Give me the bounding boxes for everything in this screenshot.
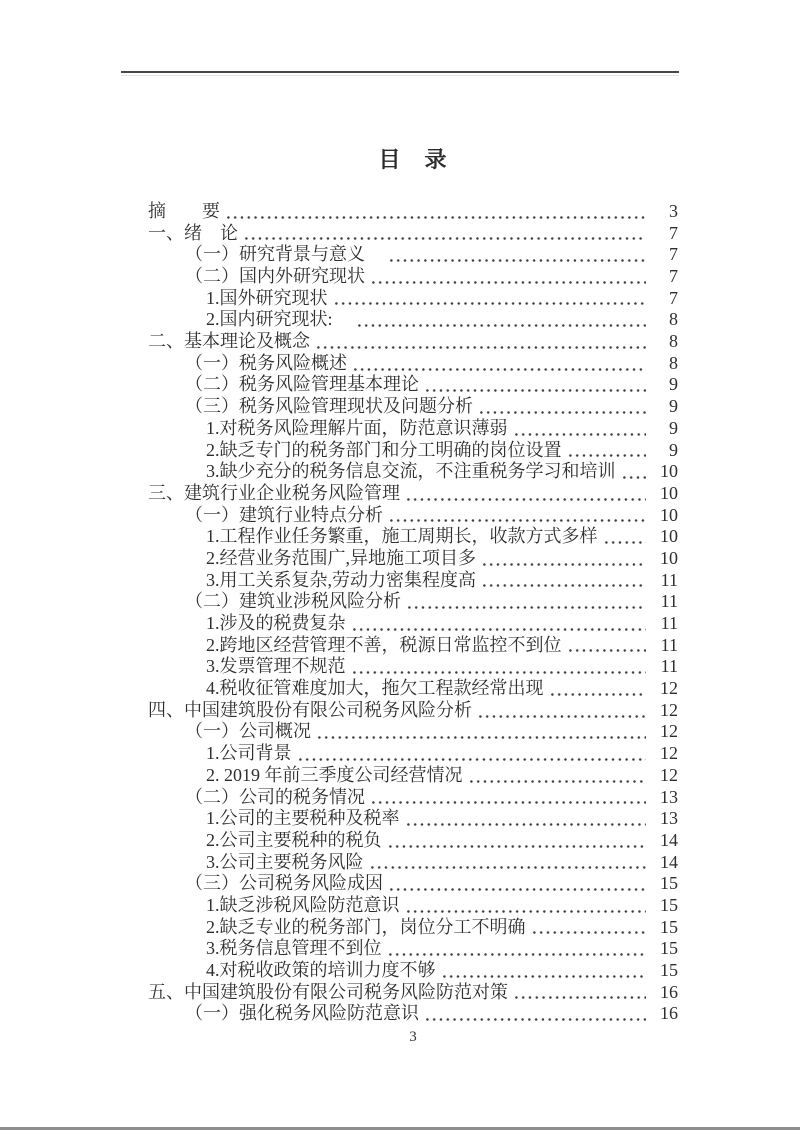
toc-entry-page: 14 [660,851,678,872]
dot-leader [483,584,646,587]
toc-list [148,201,678,1025]
toc-entry-page: 10 [660,504,678,525]
toc-entry-page: 10 [660,526,678,547]
dot-leader [407,498,646,501]
toc-entry-page: 12 [660,699,678,720]
toc-entry-page: 15 [660,873,678,894]
toc-entry-label: （二）国内外研究现状 [185,266,365,287]
toc-entry-label: （一）建筑行业特点分析 [185,504,383,525]
toc-entry [148,830,678,852]
toc-entry-page: 11 [660,569,678,590]
dot-leader [515,996,646,999]
toc-entry-page: 13 [660,808,678,829]
dot-leader [358,324,646,327]
toc-entry [148,244,678,266]
toc-entry [148,461,678,483]
dot-leader [227,216,646,219]
toc-entry [148,591,678,613]
toc-entry [148,938,678,960]
toc-entry-page: 9 [669,374,678,395]
footer-page-number: 3 [409,1029,417,1045]
dot-leader [353,671,647,674]
toc-entry-label: 1.对税务风险理解片面，防范意识薄弱 [206,417,508,438]
toc-entry [148,440,678,462]
dot-leader [623,476,647,479]
toc-entry-label: 1.公司背景 [206,743,292,764]
toc-entry [148,570,678,592]
toc-entry-page: 14 [660,829,678,850]
toc-entry-page: 7 [669,266,678,287]
toc-entry [148,873,678,895]
toc-entry-label: 3.用工关系复杂,劳动力密集程度高 [206,569,476,590]
dot-leader [470,780,647,783]
toc-entry-label: （二）税务风险管理基本理论 [185,374,419,395]
toc-entry-label: （二）公司的税务情况 [185,786,365,807]
dot-leader [483,563,646,566]
toc-entry [148,613,678,635]
dot-leader [389,953,647,956]
toc-entry [148,223,678,245]
dot-leader [443,975,647,978]
toc-entry-label: （三）公司税务风险成因 [185,873,383,894]
toc-entry [148,722,678,744]
dot-leader [408,606,646,609]
dot-leader [335,302,647,305]
toc-entry-label: 3.发票管理不规范 [206,656,346,677]
dot-leader [515,433,647,436]
dot-leader [407,823,647,826]
toc-entry-label: 1.公司的主要税种及税率 [206,808,400,829]
toc-entry-page: 15 [660,894,678,915]
toc-entry [148,353,678,375]
toc-entry-label: 2.国内研究现状: [206,309,351,330]
dot-leader [245,237,646,240]
toc-entry [148,656,678,678]
toc-entry [148,201,678,223]
toc-entry-label: 3.税务信息管理不到位 [206,938,382,959]
toc-entry-page: 12 [660,678,678,699]
toc-entry-page: 10 [660,482,678,503]
toc-entry-page: 16 [660,981,678,1002]
toc-entry-label: 4.对税收政策的培训力度不够 [206,960,436,981]
toc-entry-page: 9 [669,417,678,438]
toc-entry-page: 12 [660,764,678,785]
toc-entry-page: 8 [669,331,678,352]
toc-entry-page: 11 [660,656,678,677]
toc-entry-label: （一）公司概况 [185,721,311,742]
toc-entry [148,765,678,787]
toc-entry [148,396,678,418]
toc-entry-label: 3.公司主要税务风险 [206,851,364,872]
toc-entry [148,700,678,722]
dot-leader [317,346,646,349]
toc-entry-label: 2.公司主要税种的税负 [206,829,382,850]
toc-entry-label: 三、建筑行业企业税务风险管理 [148,482,400,503]
dot-leader [299,758,647,761]
toc-entry-page: 7 [669,287,678,308]
dot-leader [390,888,646,891]
toc-entry-page: 16 [660,1003,678,1024]
dot-leader [569,454,647,457]
toc-entry-page: 3 [669,200,678,221]
dot-leader [426,1018,646,1021]
toc-entry-label: 2.经营业务范围广,异地施工项目多 [206,547,476,568]
toc-entry-label: （二）建筑业涉税风险分析 [185,591,401,612]
toc-entry [148,309,678,331]
toc-entry-label: （三）税务风险管理现状及问题分析 [185,396,473,417]
toc-entry [148,266,678,288]
dot-leader [371,866,647,869]
dot-leader [318,736,646,739]
toc-entry-page: 9 [669,396,678,417]
dot-leader [372,281,646,284]
toc-entry [148,787,678,809]
toc-entry [148,548,678,570]
toc-entry-page: 11 [660,634,678,655]
dot-leader [407,910,647,913]
toc-entry [148,288,678,310]
toc-entry-label: 二、基本理论及概念 [148,331,310,352]
toc-entry-page: 11 [660,613,678,634]
dot-leader [372,801,646,804]
dot-leader [533,931,647,934]
toc-entry-page: 12 [660,743,678,764]
toc-entry-page: 15 [660,960,678,981]
toc-entry-page: 8 [669,352,678,373]
toc-entry-page: 7 [669,222,678,243]
toc-entry-label: 1.涉及的税费复杂 [206,613,346,634]
toc-entry-label: 五、中国建筑股份有限公司税务风险防范对策 [148,981,508,1002]
dot-leader [354,368,646,371]
toc-entry [148,505,678,527]
dot-leader [479,715,646,718]
dot-leader [426,389,646,392]
toc-entry-page: 11 [660,591,678,612]
dot-leader [353,628,647,631]
toc-entry [148,743,678,765]
header-rule-ghost [121,75,679,76]
toc-entry-label: 2. 2019 年前三季度公司经营情况 [206,764,463,785]
toc-entry [148,331,678,353]
toc-entry [148,1003,678,1025]
toc-entry-page: 10 [660,461,678,482]
toc-entry [148,808,678,830]
toc-title: 目 录 [378,147,448,172]
toc-entry-label: 摘 要 [148,200,220,221]
toc-entry-page: 7 [669,244,678,265]
toc-entry [148,895,678,917]
toc-entry-page: 10 [660,547,678,568]
toc-entry-label: （一）强化税务风险防范意识 [185,1003,419,1024]
toc-entry-page: 9 [669,439,678,460]
dot-leader [390,519,646,522]
toc-entry-label: 3.缺少充分的税务信息交流，不注重税务学习和培训 [206,461,616,482]
toc-entry [148,418,678,440]
dot-leader [389,845,647,848]
toc-entry [148,526,678,548]
dot-leader [551,693,647,696]
toc-entry [148,917,678,939]
toc-entry-label: 2.缺乏专门的税务部门和分工明确的岗位设置 [206,439,562,460]
toc-entry-label: 1.工程作业任务繁重，施工周期长，收款方式多样 [206,526,598,547]
dot-leader [605,541,647,544]
toc-entry-label: 2.跨地区经营管理不善，税源日常监控不到位 [206,634,562,655]
dot-leader [480,411,646,414]
toc-entry [148,635,678,657]
toc-entry-label: （一）研究背景与意义 [185,244,383,265]
toc-entry [148,483,678,505]
toc-entry-label: 一、绪 论 [148,222,238,243]
toc-entry-label: 四、中国建筑股份有限公司税务风险分析 [148,699,472,720]
toc-entry-page: 13 [660,786,678,807]
toc-entry-page: 12 [660,721,678,742]
toc-entry-page: 15 [660,916,678,937]
toc-entry-label: 2.缺乏专业的税务部门，岗位分工不明确 [206,916,526,937]
toc-entry-label: 4.税收征管难度加大，拖欠工程款经常出现 [206,678,544,699]
toc-entry [148,960,678,982]
toc-entry-label: 1.缺乏涉税风险防范意识 [206,894,400,915]
toc-entry [148,375,678,397]
header-rule [121,71,679,73]
dot-leader [569,649,647,652]
toc-entry [148,678,678,700]
dot-leader [390,259,646,262]
toc-entry-page: 8 [669,309,678,330]
toc-entry-page: 15 [660,938,678,959]
toc-entry [148,852,678,874]
page-bottom-edge [0,1127,800,1130]
toc-entry-label: （一）税务风险概述 [185,352,347,373]
toc-entry-label: 1.国外研究现状 [206,287,328,308]
toc-entry [148,982,678,1004]
